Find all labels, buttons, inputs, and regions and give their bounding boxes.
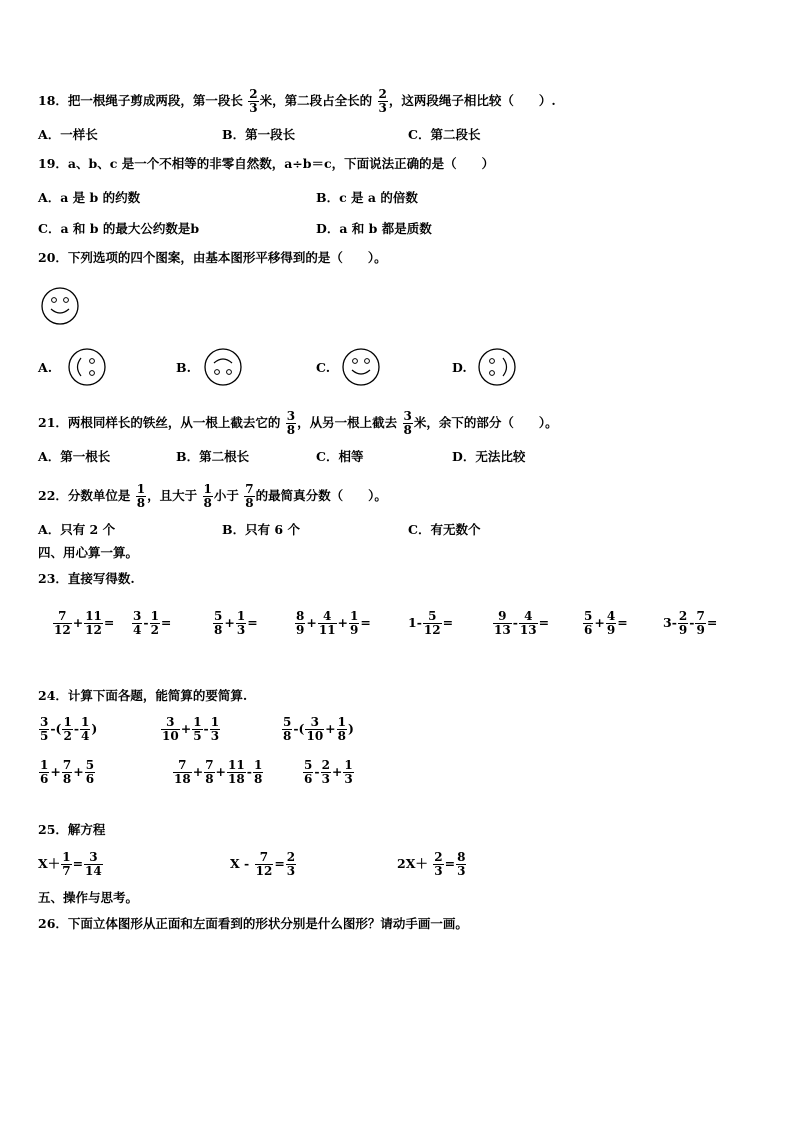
fraction: $\frac{5}{12}$ xyxy=(423,609,441,637)
q22-option-b: B．只有 6 个 xyxy=(222,522,300,537)
q25-equation-3: 2X＋ $\frac{2}{3}$ = $\frac{8}{3}$ xyxy=(397,850,466,878)
q25-title: 25．解方程 xyxy=(38,822,106,837)
q23-expr-2: $\frac{3}{4}$ - $\frac{1}{2}$ = xyxy=(133,609,172,637)
fraction: $\frac{1}{3}$ xyxy=(236,609,246,637)
fraction: $\frac{2}{3}$ xyxy=(378,87,387,115)
rotated-face-d-icon xyxy=(477,347,517,387)
fraction: $\frac{5}{6}$ xyxy=(584,609,593,637)
fraction: $\frac{7}{8}$ xyxy=(205,758,214,786)
fraction: $\frac{1}{8}$ xyxy=(136,482,146,510)
fraction: $\frac{7}{9}$ xyxy=(696,609,705,637)
fraction: $\frac{2}{3}$ xyxy=(321,758,330,786)
q18-stem: 18．把一根绳子剪成两段，第一段长 $\frac{2}{3}$ 米，第二段占全长的 $\frac{2}{3}$ ，这两段绳子相比较（ ）. xyxy=(38,87,556,115)
fraction: $\frac{1}{8}$ xyxy=(337,715,347,743)
q24-expr-r2c3: $\frac{5}{6}$ - $\frac{2}{3}$ + $\frac{1}{3}$ xyxy=(304,758,353,786)
fraction: $\frac{5}{6}$ xyxy=(85,758,95,786)
q20-option-a-label: A. xyxy=(38,360,53,375)
fraction: $\frac{1}{9}$ xyxy=(350,609,359,637)
q21-option-a: A．第一根长 xyxy=(38,449,111,464)
q23-title: 23．直接写得数. xyxy=(38,571,135,586)
q21-option-b: B．第二根长 xyxy=(176,449,250,464)
fraction: $\frac{5}{6}$ xyxy=(304,758,313,786)
q23-expr-1: $\frac{7}{12}$ + $\frac{11}{12}$ = xyxy=(54,609,115,637)
q20-option-d-label: D. xyxy=(452,360,467,375)
fraction: $\frac{5}{8}$ xyxy=(214,609,223,637)
fraction: $\frac{1}{8}$ xyxy=(253,758,263,786)
fraction: $\frac{1}{2}$ xyxy=(63,715,72,743)
q19-option-d: D．a 和 b 都是质数 xyxy=(316,221,432,236)
fraction: $\frac{1}{3}$ xyxy=(344,758,353,786)
fraction: $\frac{9}{13}$ xyxy=(494,609,511,637)
fraction: $\frac{3}{4}$ xyxy=(133,609,142,637)
q20-option-c-label: C. xyxy=(316,360,331,375)
q20-stem: 20．下列选项的四个图案，由基本图形平移得到的是（ ）。 xyxy=(38,250,387,265)
q26-stem: 26．下面立体图形从正面和左面看到的形状分别是什么图形？请动手画一画。 xyxy=(38,916,468,931)
fraction: $\frac{7}{12}$ xyxy=(54,609,71,637)
q25-equation-1: X＋ $\frac{1}{7}$ = $\frac{3}{14}$ xyxy=(38,850,102,878)
section-5-heading: 五、操作与思考。 xyxy=(38,890,139,905)
fraction: $\frac{8}{3}$ xyxy=(457,850,466,878)
q23-expr-8: 3- $\frac{2}{9}$ - $\frac{7}{9}$ = xyxy=(663,609,718,637)
fraction: $\frac{3}{8}$ xyxy=(403,409,412,437)
fraction: $\frac{1}{7}$ xyxy=(62,850,71,878)
q24-expr-r2c1: $\frac{1}{6}$ + $\frac{7}{8}$ + $\frac{5}{6}$ xyxy=(40,758,95,786)
q21-option-c: C．相等 xyxy=(316,449,364,464)
q23-expr-6: $\frac{9}{13}$ - $\frac{4}{13}$ = xyxy=(494,609,550,637)
fraction: $\frac{1}{6}$ xyxy=(40,758,49,786)
q25-equation-2: X - $\frac{7}{12}$ = $\frac{2}{3}$ xyxy=(230,850,296,878)
q21-option-d: D．无法比较 xyxy=(452,449,526,464)
q22-stem: 22．分数单位是 $\frac{1}{8}$ ，且大于 $\frac{1}{8}$ 小于 $\frac{7}{8}$ 的最简真分数（ ）。 xyxy=(38,482,387,510)
q21-stem: 21．两根同样长的铁丝，从一根上截去它的 $\frac{3}{8}$ ，从另一根上截去 $\frac{3}{8}$ 米，余下的部分（ ）。 xyxy=(38,409,558,437)
q19-option-b: B．c 是 a 的倍数 xyxy=(316,190,418,205)
fraction: $\frac{1}{5}$ xyxy=(193,715,202,743)
q19-option-a: A．a 是 b 的约数 xyxy=(38,190,141,205)
q20-option-b-label: B. xyxy=(176,360,191,375)
q19-option-c: C．a 和 b 的最大公约数是b xyxy=(38,221,200,236)
fraction: $\frac{1}{8}$ xyxy=(203,482,212,510)
fraction: $\frac{4}{9}$ xyxy=(606,609,616,637)
fraction: $\frac{1}{2}$ xyxy=(150,609,159,637)
q23-expr-4: $\frac{8}{9}$ + $\frac{4}{11}$ + $\frac{1}{9}$ = xyxy=(296,609,371,637)
fraction: $\frac{3}{8}$ xyxy=(286,409,296,437)
fraction: $\frac{7}{8}$ xyxy=(62,758,72,786)
fraction: $\frac{3}{10}$ xyxy=(162,715,179,743)
q18-option-c: C．第二段长 xyxy=(408,127,481,142)
fraction: $\frac{7}{18}$ xyxy=(174,758,191,786)
section-4-heading: 四、用心算一算。 xyxy=(38,545,139,560)
smiley-face-icon xyxy=(40,286,80,326)
fraction: $\frac{7}{8}$ xyxy=(245,482,254,510)
q24-expr-r1c3: $\frac{5}{8}$ -( $\frac{3}{10}$ + $\frac{1}{8}$ ) xyxy=(283,715,354,743)
fraction: $\frac{7}{12}$ xyxy=(255,850,273,878)
q22-option-c: C．有无数个 xyxy=(408,522,481,537)
q18-option-a: A．一样长 xyxy=(38,127,98,142)
fraction: $\frac{1}{4}$ xyxy=(81,715,90,743)
fraction: $\frac{4}{11}$ xyxy=(318,609,336,637)
q24-expr-r2c2: $\frac{7}{18}$ + $\frac{7}{8}$ + $\frac{11}{18}$ - $\frac{1}{8}$ xyxy=(174,758,263,786)
fraction: $\frac{8}{9}$ xyxy=(296,609,305,637)
fraction: $\frac{2}{3}$ xyxy=(286,850,296,878)
fraction: $\frac{2}{3}$ xyxy=(249,87,258,115)
fraction: $\frac{3}{5}$ xyxy=(40,715,49,743)
q24-expr-r1c1: $\frac{3}{5}$ -( $\frac{1}{2}$ - $\frac{1}{4}$ ) xyxy=(40,715,98,743)
q22-option-a: A．只有 2 个 xyxy=(38,522,116,537)
q24-expr-r1c2: $\frac{3}{10}$ + $\frac{1}{5}$ - $\frac{1}{3}$ xyxy=(162,715,220,743)
q18-option-b: B．第一段长 xyxy=(222,127,296,142)
rotated-face-a-icon xyxy=(67,347,107,387)
fraction: $\frac{5}{8}$ xyxy=(283,715,292,743)
q23-expr-3: $\frac{5}{8}$ + $\frac{1}{3}$ = xyxy=(214,609,258,637)
q24-title: 24．计算下面各题，能简算的要简算. xyxy=(38,688,248,703)
fraction: $\frac{2}{3}$ xyxy=(434,850,443,878)
fraction: $\frac{4}{13}$ xyxy=(519,609,537,637)
q23-expr-7: $\frac{5}{6}$ + $\frac{4}{9}$ = xyxy=(584,609,628,637)
fraction: $\frac{3}{10}$ xyxy=(306,715,324,743)
smiley-face-c-icon xyxy=(341,347,381,387)
fraction: $\frac{11}{18}$ xyxy=(228,758,245,786)
fraction: $\frac{2}{9}$ xyxy=(678,609,688,637)
fraction: $\frac{11}{12}$ xyxy=(85,609,102,637)
fraction: $\frac{1}{3}$ xyxy=(210,715,220,743)
rotated-face-b-icon xyxy=(203,347,243,387)
q23-expr-5: 1- $\frac{5}{12}$ = xyxy=(408,609,454,637)
fraction: $\frac{3}{14}$ xyxy=(85,850,102,878)
q19-stem: 19．a、b、c 是一个不相等的非零自然数，a÷b＝c，下面说法正确的是（ ） xyxy=(38,156,495,171)
